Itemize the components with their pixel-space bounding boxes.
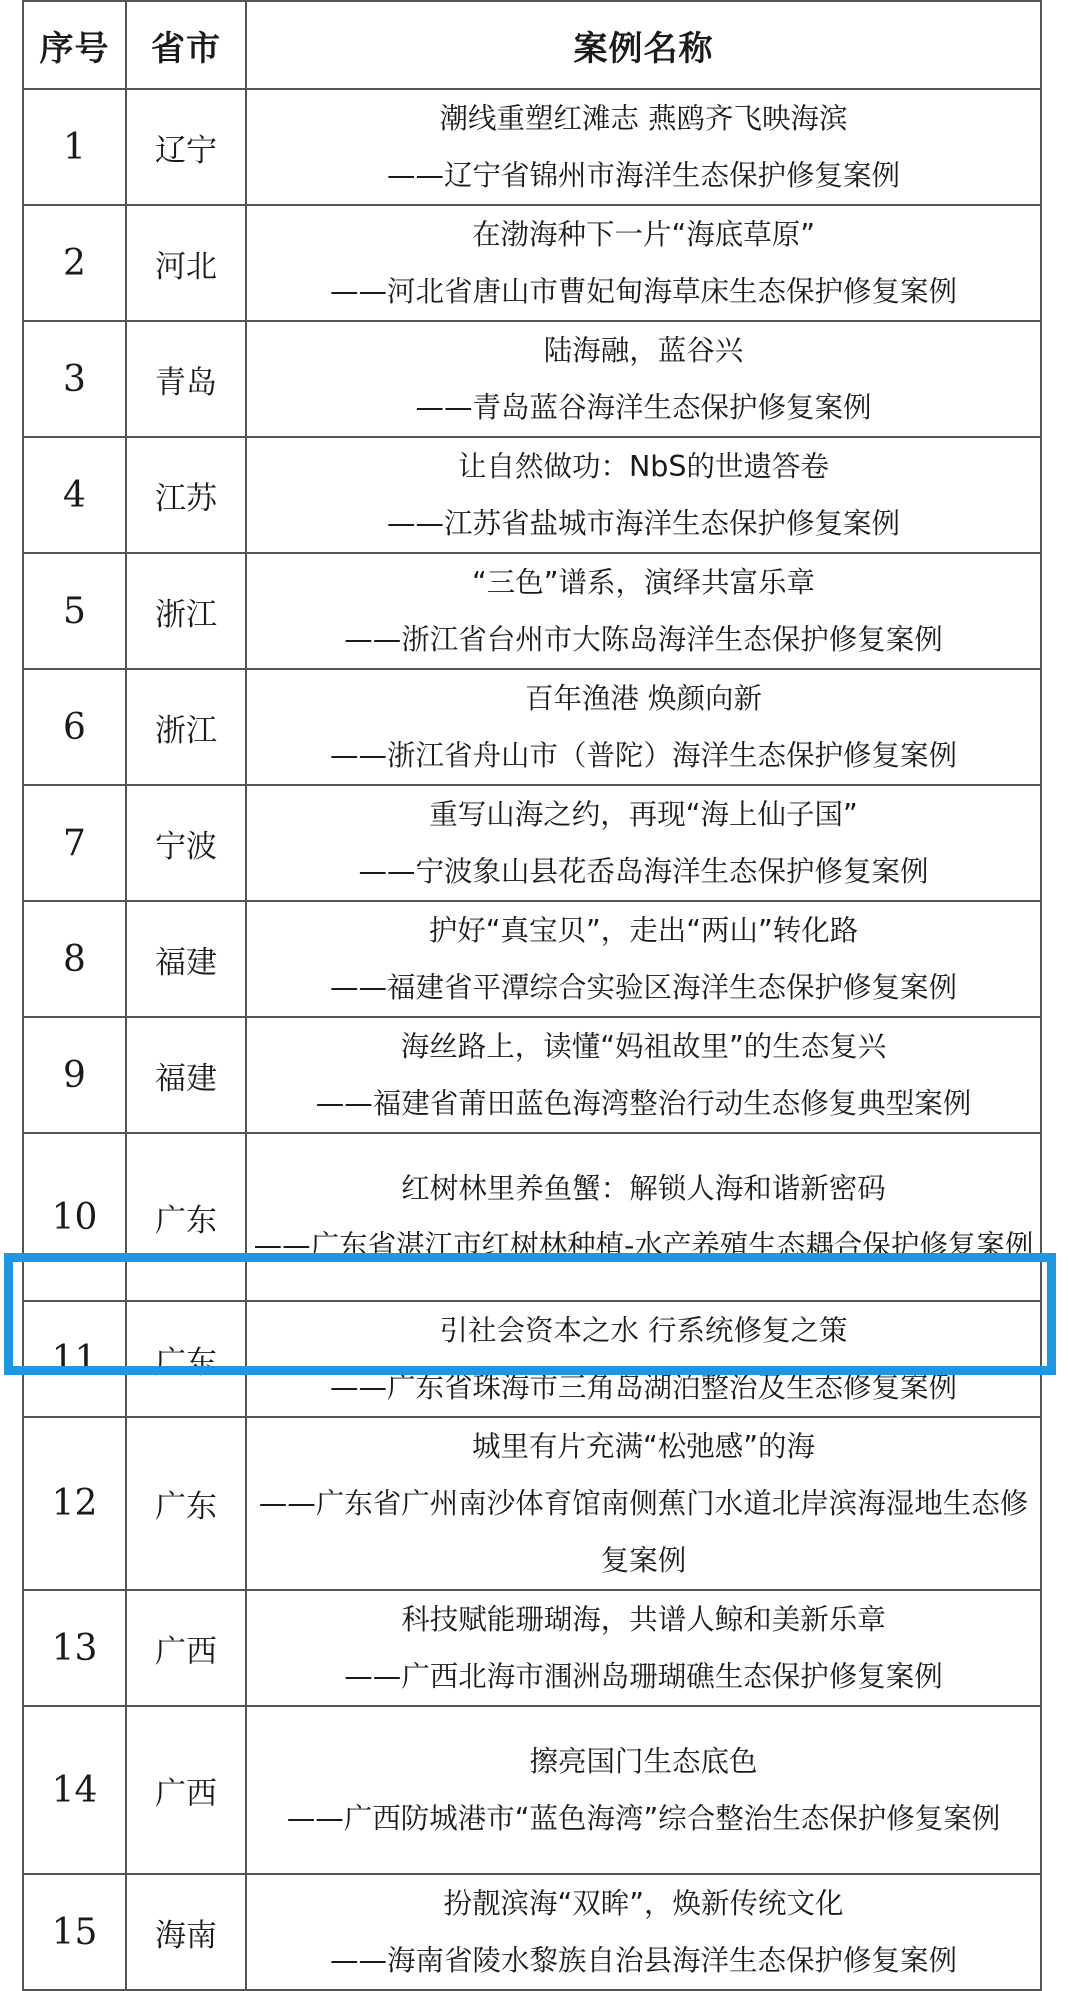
- table-row: [23, 1417, 1041, 1590]
- row-province: 辽宁: [126, 89, 246, 205]
- row-case-name: [246, 1417, 1041, 1590]
- case-subtitle: ——福建省莆田蓝色海湾整治行动生态修复典型案例: [315, 1087, 972, 1120]
- table-row: [23, 1874, 1041, 1990]
- table-row: [23, 1706, 1041, 1874]
- table-row: [23, 205, 1041, 321]
- row-case-name: [246, 1706, 1041, 1874]
- row-num: 10: [23, 1133, 126, 1301]
- case-subtitle: ——广东省珠海市三角岛湖泊整治及生态修复案例: [329, 1371, 957, 1404]
- table-row: [23, 1590, 1041, 1706]
- case-subtitle: ——河北省唐山市曹妃甸海草床生态保护修复案例: [329, 275, 957, 308]
- case-title: 引社会资本之水 行系统修复之策: [439, 1314, 848, 1347]
- case-subtitle: ——广东省广州南沙体育馆南侧蕉门水道北岸滨海湿地生态修复案例: [258, 1487, 1029, 1577]
- case-subtitle: ——青岛蓝谷海洋生态保护修复案例: [415, 391, 872, 424]
- row-case-name: [246, 321, 1041, 437]
- case-title: 城里有片充满“松弛感”的海: [471, 1430, 816, 1463]
- row-province: 浙江: [126, 553, 246, 669]
- row-num: 7: [23, 785, 126, 901]
- row-case-name: [246, 785, 1041, 901]
- table-row: [23, 669, 1041, 785]
- row-case-name: [246, 437, 1041, 553]
- row-province: 福建: [126, 901, 246, 1017]
- row-case-name: [246, 205, 1041, 321]
- row-num: 2: [23, 205, 126, 321]
- table-row-highlighted: [23, 1301, 1041, 1417]
- case-subtitle: ——海南省陵水黎族自治县海洋生态保护修复案例: [329, 1944, 957, 1977]
- row-province: 广东: [126, 1301, 246, 1417]
- table-row: [23, 437, 1041, 553]
- table-row: [23, 1133, 1041, 1301]
- row-num: 14: [23, 1706, 126, 1874]
- table-row: [23, 785, 1041, 901]
- case-subtitle: ——江苏省盐城市海洋生态保护修复案例: [386, 507, 900, 540]
- row-province: 浙江: [126, 669, 246, 785]
- case-title: 重写山海之约，再现“海上仙子国”: [429, 798, 858, 831]
- case-subtitle: ——广西防城港市“蓝色海湾”综合整治生态保护修复案例: [286, 1802, 1001, 1835]
- row-case-name: [246, 1133, 1041, 1301]
- row-num: 3: [23, 321, 126, 437]
- row-num: 1: [23, 89, 126, 205]
- header-num: 序号: [23, 1, 126, 89]
- row-num: 5: [23, 553, 126, 669]
- header-name: 案例名称: [246, 1, 1041, 89]
- row-num: 8: [23, 901, 126, 1017]
- row-num: 6: [23, 669, 126, 785]
- case-subtitle: ——广西北海市涠洲岛珊瑚礁生态保护修复案例: [344, 1660, 943, 1693]
- header-province: 省市: [126, 1, 246, 89]
- case-title: 护好“真宝贝”，走出“两山”转化路: [428, 914, 859, 947]
- row-num: 15: [23, 1874, 126, 1990]
- row-case-name: [246, 1301, 1041, 1417]
- case-title: “三色”谱系，演绎共富乐章: [471, 566, 816, 599]
- row-case-name: [246, 901, 1041, 1017]
- row-case-name: [246, 553, 1041, 669]
- table-row: [23, 89, 1041, 205]
- case-title: 扮靓滨海“双眸”，焕新传统文化: [443, 1887, 844, 1920]
- row-num: 9: [23, 1017, 126, 1133]
- case-title: 陆海融，蓝谷兴: [543, 334, 744, 367]
- row-province: 青岛: [126, 321, 246, 437]
- row-province: 海南: [126, 1874, 246, 1990]
- case-title: 让自然做功：NbS的世遗答卷: [457, 450, 829, 483]
- row-num: 4: [23, 437, 126, 553]
- case-subtitle: ——浙江省舟山市（普陀）海洋生态保护修复案例: [329, 739, 957, 772]
- table-row: [23, 901, 1041, 1017]
- row-province: 江苏: [126, 437, 246, 553]
- row-province: 福建: [126, 1017, 246, 1133]
- case-title: 擦亮国门生态底色: [529, 1745, 758, 1778]
- case-title: 潮线重塑红滩志 燕鸥齐飞映海滨: [439, 102, 848, 135]
- row-num: 12: [23, 1417, 126, 1590]
- row-case-name: [246, 669, 1041, 785]
- case-subtitle: ——宁波象山县花岙岛海洋生态保护修复案例: [358, 855, 929, 888]
- row-province: 宁波: [126, 785, 246, 901]
- case-subtitle: ——辽宁省锦州市海洋生态保护修复案例: [386, 159, 900, 192]
- case-subtitle: ——广东省湛江市红树林种植-水产养殖生态耦合保护修复案例: [253, 1229, 1034, 1262]
- row-case-name: [246, 89, 1041, 205]
- cases-table: [22, 0, 1042, 1991]
- row-province: 河北: [126, 205, 246, 321]
- table-row: [23, 553, 1041, 669]
- table-row: [23, 321, 1041, 437]
- case-title: 海丝路上，读懂“妈祖故里”的生态复兴: [400, 1030, 887, 1063]
- row-num: 11: [23, 1301, 126, 1417]
- row-province: 广西: [126, 1590, 246, 1706]
- row-province: 广西: [126, 1706, 246, 1874]
- case-title: 科技赋能珊瑚海，共谱人鲸和美新乐章: [401, 1603, 886, 1636]
- row-province: 广东: [126, 1133, 246, 1301]
- case-title: 百年渔港 焕颜向新: [524, 682, 763, 715]
- case-subtitle: ——浙江省台州市大陈岛海洋生态保护修复案例: [344, 623, 943, 656]
- row-province: 广东: [126, 1417, 246, 1590]
- row-case-name: [246, 1590, 1041, 1706]
- row-num: 13: [23, 1590, 126, 1706]
- row-case-name: [246, 1874, 1041, 1990]
- case-title: 红树林里养鱼蟹：解锁人海和谐新密码: [401, 1172, 886, 1205]
- row-case-name: [246, 1017, 1041, 1133]
- table-row: [23, 1017, 1041, 1133]
- table-header-row: [23, 1, 1041, 89]
- case-subtitle: ——福建省平潭综合实验区海洋生态保护修复案例: [329, 971, 957, 1004]
- case-title: 在渤海种下一片“海底草原”: [471, 218, 816, 251]
